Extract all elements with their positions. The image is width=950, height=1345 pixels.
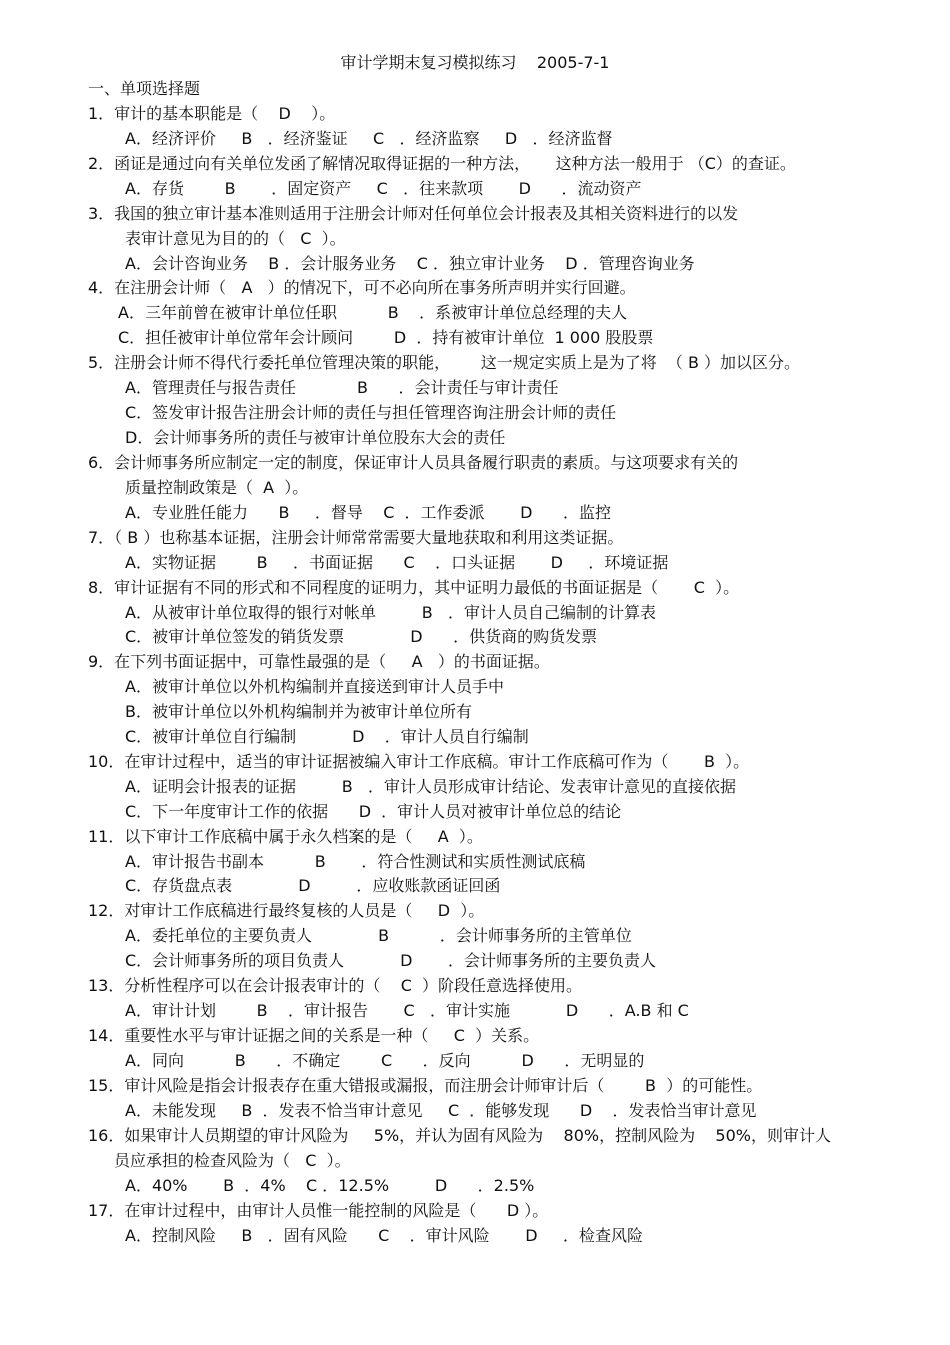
option-line: C．签发审计报告注册会计师的责任与担任管理咨询注册会计师的责任 bbox=[125, 403, 617, 422]
option-line: A．实物证据 B ．书面证据 C ．口头证据 D ．环境证据 bbox=[125, 553, 669, 572]
question-line: 7．（ B ）也称基本证据，注册会计师常常需要大量地获取和利用这类证据。 bbox=[88, 528, 624, 547]
question-line: 2．函证是通过向有关单位发函了解情况取得证据的一种方法， 这种方法一般用于 （C）的查证。 bbox=[88, 154, 796, 173]
option-line: A．证明会计报表的证据 B ．审计人员形成审计结论、发表审计意见的直接依据 bbox=[125, 777, 736, 796]
question-line: 6．会计师事务所应制定一定的制度，保证审计人员具备履行职责的素质。与这项要求有关的 bbox=[88, 453, 739, 472]
option-line: A．审计报告书副本 B ．符合性测试和实质性测试底稿 bbox=[125, 852, 586, 871]
option-line: A．控制风险 B ．固有风险 C ．审计风险 D ．检查风险 bbox=[125, 1226, 643, 1245]
question-line: 15．审计风险是指会计报表存在重大错报或漏报，而注册会计师审计后（ B ）的可能性。 bbox=[88, 1076, 763, 1095]
option-line: A．被审计单位以外机构编制并直接送到审计人员手中 bbox=[125, 677, 504, 696]
option-line: A．审计计划 B ．审计报告 C ．审计实施 D ．A.B 和 C bbox=[125, 1001, 689, 1020]
question-line: 员应承担的检查风险为（ C ）。 bbox=[114, 1151, 351, 1170]
option-line: A．40% B ．4% C ．12.5% D ．2.5% bbox=[125, 1176, 535, 1195]
question-line: 质量控制政策是（ A ）。 bbox=[125, 478, 309, 497]
option-line: C．被审计单位签发的销货发票 D ．供货商的购货发票 bbox=[125, 627, 598, 646]
option-line: A．会计咨询业务 B ．会计服务业务 C ．独立审计业务 D ．管理咨询业务 bbox=[125, 254, 695, 273]
question-line: 表审计意见为目的的（ C ）。 bbox=[125, 229, 346, 248]
option-line: A．同向 B ．不确定 C ．反向 D ．无明显的 bbox=[125, 1051, 645, 1070]
option-line: A．未能发现 B ．发表不恰当审计意见 C ．能够发现 D ．发表恰当审计意见 bbox=[125, 1101, 757, 1120]
question-line: 16．如果审计人员期望的审计风险为 5%，并认为固有风险为 80%，控制风险为 50%，则审计人 bbox=[88, 1126, 831, 1145]
question-line: 11．以下审计工作底稿中属于永久档案的是（ A ）。 bbox=[88, 827, 483, 846]
option-line: A．经济评价 B ．经济鉴证 C ．经济监察 D ．经济监督 bbox=[125, 129, 613, 148]
option-line: C．存货盘点表 D ．应收账款函证回函 bbox=[125, 876, 501, 895]
section-heading: 一、单项选择题 bbox=[88, 79, 201, 98]
question-line: 9．在下列书面证据中，可靠性最强的是（ A ）的书面证据。 bbox=[88, 652, 550, 671]
question-line: 1．审计的基本职能是（ D ）。 bbox=[88, 104, 336, 123]
question-line: 10．在审计过程中，适当的审计证据被编入审计工作底稿。审计工作底稿可作为（ B ）。 bbox=[88, 752, 750, 771]
option-line: C．被审计单位自行编制 D ．审计人员自行编制 bbox=[125, 727, 529, 746]
option-line: B．被审计单位以外机构编制并为被审计单位所有 bbox=[125, 702, 472, 721]
option-line: C．会计师事务所的项目负责人 D ．会计师事务所的主要负责人 bbox=[125, 951, 657, 970]
question-line: 8．审计证据有不同的形式和不同程度的证明力，其中证明力最低的书面证据是（ C ）。 bbox=[88, 578, 740, 597]
document-title: 审计学期末复习模拟练习 2005-7-1 bbox=[340, 53, 610, 72]
option-line: C．担任被审计单位常年会计顾问 D ．持有被审计单位 1 000 股股票 bbox=[118, 328, 654, 347]
question-line: 4．在注册会计师（ A ）的情况下，可不必向所在事务所声明并实行回避。 bbox=[88, 278, 636, 297]
question-line: 12．对审计工作底稿进行最终复核的人员是（ D ）。 bbox=[88, 901, 485, 920]
option-line: A．管理责任与报告责任 B ．会计责任与审计责任 bbox=[125, 378, 559, 397]
option-line: A．专业胜任能力 B ．督导 C ．工作委派 D ．监控 bbox=[125, 503, 611, 522]
option-line: A．从被审计单位取得的银行对帐单 B ．审计人员自己编制的计算表 bbox=[125, 603, 656, 622]
question-line: 17．在审计过程中，由审计人员惟一能控制的风险是（ D ）。 bbox=[88, 1201, 549, 1220]
question-line: 13．分析性程序可以在会计报表审计的（ C ）阶段任意选择使用。 bbox=[88, 976, 583, 995]
option-line: A．存货 B ．固定资产 C ．往来款项 D ．流动资产 bbox=[125, 179, 642, 198]
option-line: D．会计师事务所的责任与被审计单位股东大会的责任 bbox=[125, 428, 506, 447]
option-line: A．委托单位的主要负责人 B ．会计师事务所的主管单位 bbox=[125, 926, 632, 945]
option-line: C．下一年度审计工作的依据 D ．审计人员对被审计单位总的结论 bbox=[125, 802, 622, 821]
question-line: 3．我国的独立审计基本准则适用于注册会计师对任何单位会计报表及其相关资料进行的以发 bbox=[88, 204, 739, 223]
question-line: 14．重要性水平与审计证据之间的关系是一种（ C ）关系。 bbox=[88, 1026, 540, 1045]
question-line: 5．注册会计师不得代行委托单位管理决策的职能， 这一规定实质上是为了将 （ B ）加以区分。 bbox=[88, 353, 801, 372]
option-line: A．三年前曾在被审计单位任职 B ．系被审计单位总经理的夫人 bbox=[118, 303, 628, 322]
